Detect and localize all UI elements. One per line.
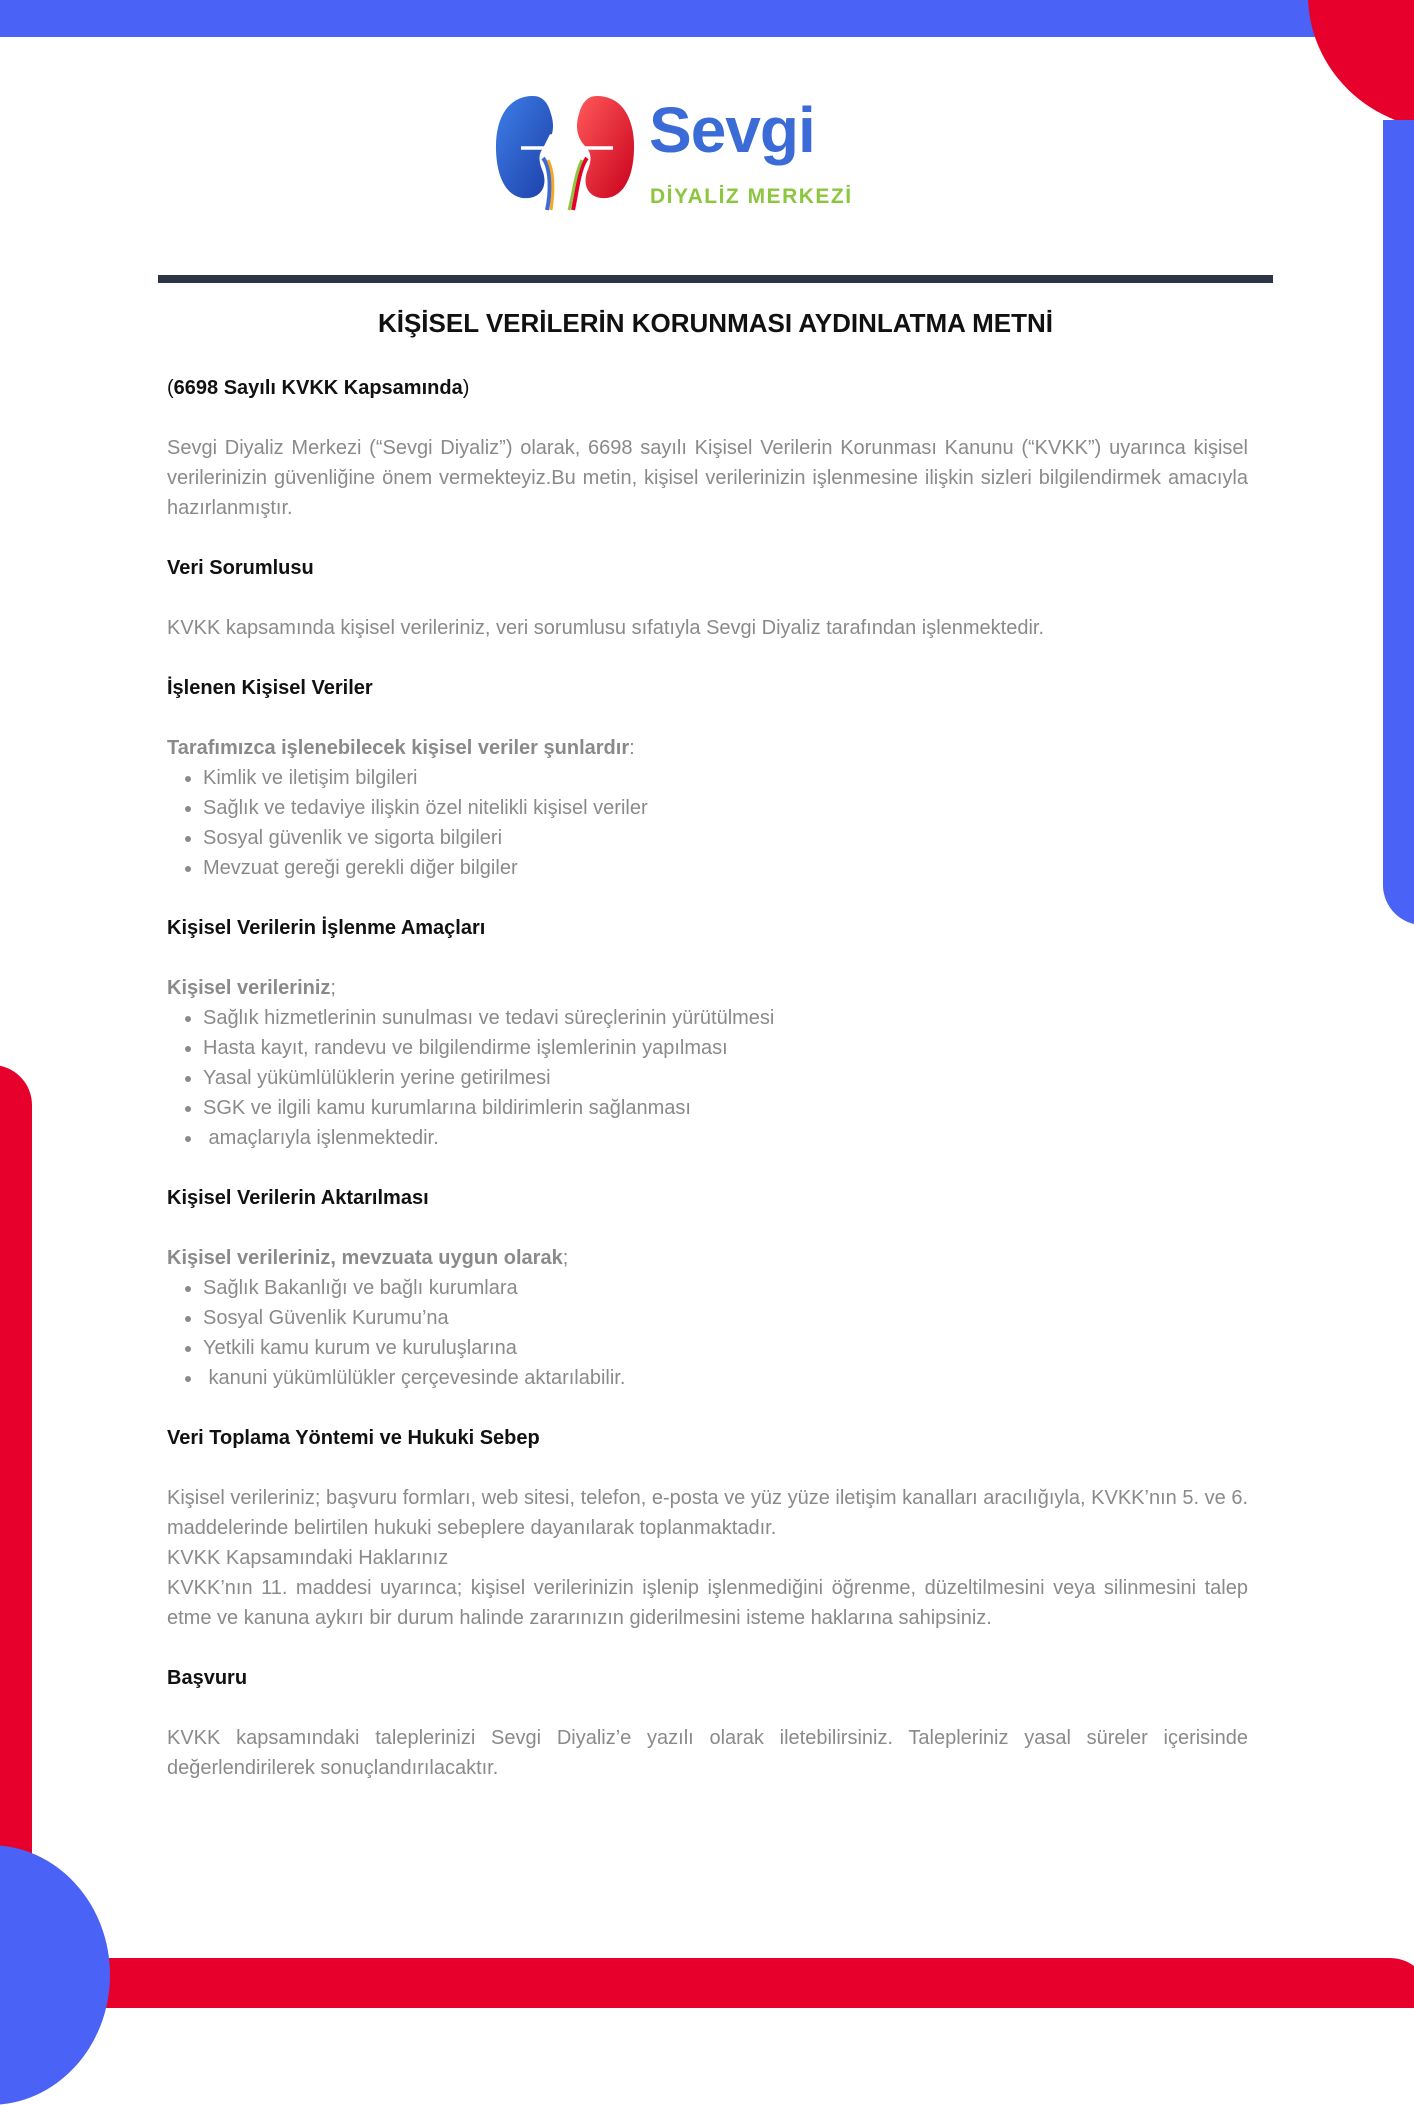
top-right-red-circle xyxy=(1308,0,1414,130)
list-item: • Yasal yükümlülüklerin yerine getirilmesi xyxy=(203,1063,1248,1093)
transfer-lead: Kişisel verileriniz, mevzuata uygun olarak; xyxy=(167,1247,569,1269)
bottom-red-band xyxy=(60,1958,1414,2008)
list-item: • Sağlık hizmetlerinin sunulması ve tedavi süreçlerinin yürütülmesi xyxy=(203,1003,1248,1033)
processed-lead: Tarafımızca işlenebilecek kişisel veriler şunlardır: xyxy=(167,737,635,759)
list-item: • Sosyal güvenlik ve sigorta bilgileri xyxy=(203,823,1248,853)
processed-list xyxy=(167,763,1248,883)
document-body xyxy=(167,373,1248,1783)
list-item: • amaçlarıyla işlenmektedir. xyxy=(203,1123,1248,1153)
right-blue-band xyxy=(1383,120,1414,925)
list-item: • SGK ve ilgili kamu kurumlarına bildirimlerin sağlanması xyxy=(203,1093,1248,1123)
list-item: • Yetkili kamu kurum ve kuruluşlarına xyxy=(203,1333,1248,1363)
brand-logo xyxy=(493,92,853,218)
list-item: • Sağlık Bakanlığı ve bağlı kurumlara xyxy=(203,1273,1248,1303)
section-heading-purposes: Kişisel Verilerin İşlenme Amaçları xyxy=(167,917,486,939)
document-title: KİŞİSEL VERİLERİN KORUNMASI AYDINLATMA METNİ xyxy=(377,308,1054,338)
intro-paragraph: Sevgi Diyaliz Merkezi (“Sevgi Diyaliz”) olarak, 6698 sayılı Kişisel Verilerin Korunması Kanunu (“KVKK”) uyarınca kişisel verilerinizin güvenliğine önem vermekteyiz.Bu metin, kişisel verilerinizin işlenmesine ilişkin sizleri bilgilendirmek amacıyla hazırlanmıştır. xyxy=(167,437,1248,519)
section-heading-controller: Veri Sorumlusu xyxy=(167,557,314,579)
section-heading-processed: İşlenen Kişisel Veriler xyxy=(167,677,373,699)
top-blue-band xyxy=(0,0,1414,37)
top-band-corner xyxy=(0,37,50,77)
rights-paragraph: KVKK’nın 11. maddesi uyarınca; kişisel verilerinizin işlenip işlenmediğini öğrenme, düzeltilmesini veya silinmesini talep etme ve kanuna aykırı bir durum halinde zararınızın giderilmesini isteme haklarına sahipsiniz. xyxy=(167,1577,1248,1629)
rights-heading: KVKK Kapsamındaki Haklarınız xyxy=(167,1547,449,1569)
section-heading-transfer: Kişisel Verilerin Aktarılması xyxy=(167,1187,429,1209)
document-subtitle: (6698 Sayılı KVKK Kapsamında) xyxy=(167,377,470,399)
list-item: • Sağlık ve tedaviye ilişkin özel nitelikli kişisel veriler xyxy=(203,793,1248,823)
list-item: • Kimlik ve iletişim bilgileri xyxy=(203,763,1248,793)
transfer-list xyxy=(167,1273,1248,1393)
brand-subtitle: DİYALİZ MERKEZİ xyxy=(650,185,853,208)
list-item: • Hasta kayıt, randevu ve bilgilendirme işlemlerinin yapılması xyxy=(203,1033,1248,1063)
controller-paragraph: KVKK kapsamında kişisel verileriniz, veri sorumlusu sıfatıyla Sevgi Diyaliz tarafından işlenmektedir. xyxy=(167,617,1045,639)
list-item: • Mevzuat gereği gerekli diğer bilgiler xyxy=(203,853,1248,883)
purposes-lead: Kişisel verileriniz; xyxy=(167,977,336,999)
list-item: • Sosyal Güvenlik Kurumu’na xyxy=(203,1303,1248,1333)
collection-paragraph: Kişisel verileriniz; başvuru formları, web sitesi, telefon, e-posta ve yüz yüze iletişim kanalları aracılığıyla, KVKK’nın 5. ve 6. maddelerinde belirtilen hukuki sebeplere dayanılarak toplanmaktadır. xyxy=(167,1487,1248,1539)
application-paragraph: KVKK kapsamındaki taleplerinizi Sevgi Diyaliz’e yazılı olarak iletebilirsiniz. Talepleriniz yasal süreler içerisinde değerlendirilerek sonuçlandırılacaktır. xyxy=(167,1727,1248,1779)
purposes-list xyxy=(167,1003,1248,1153)
section-heading-application: Başvuru xyxy=(167,1667,248,1689)
header-divider xyxy=(158,275,1273,283)
brand-name: Sevgi xyxy=(649,94,815,166)
kidneys-heartbeat-icon xyxy=(493,92,638,214)
bottom-left-blue-circle xyxy=(0,1845,110,2105)
list-item: • kanuni yükümlülükler çerçevesinde aktarılabilir. xyxy=(203,1363,1248,1393)
section-heading-collection: Veri Toplama Yöntemi ve Hukuki Sebep xyxy=(167,1427,540,1449)
